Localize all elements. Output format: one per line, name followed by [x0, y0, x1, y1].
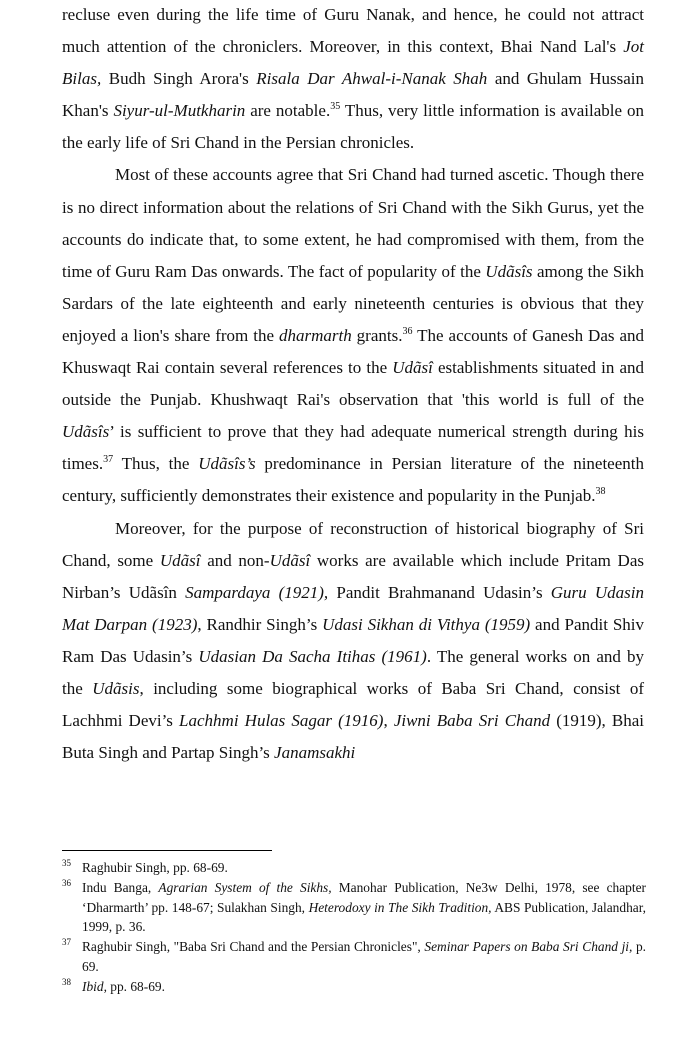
- text-run: ABS Publication, Jalandhar, 1999, p. 36.: [82, 899, 646, 934]
- footnote-text: [82, 937, 646, 976]
- footnote-ref: 38: [595, 486, 606, 498]
- italic-text: Udãsîs’s: [198, 454, 256, 474]
- text-run: , Randhir Singh’s: [197, 614, 323, 634]
- text-run: Most of these accounts agree that Sri Chand had turned ascetic. Though there is no direct information about the relations of Sri Chand with the Sikh Gurus, yet the accounts do indicate that, to some extent, he had compromised with them, from the time of Guru Ram Das onwards. The fact of popularity of the: [62, 165, 644, 281]
- paragraph-1: [62, 0, 644, 159]
- text-run: Budh Singh Arora's: [101, 69, 257, 89]
- footnote-text: [82, 878, 646, 937]
- footnote-ref: 35: [330, 101, 341, 113]
- text-run: Raghubir Singh, "Baba Sri Chand and the Persian Chronicles",: [82, 939, 425, 954]
- text-run: establishments situated in and outside the Punjab. Khushwaqt Rai's observation that 'this world is full of the: [62, 358, 644, 410]
- footnote-ref: 37: [103, 454, 114, 466]
- text-run: Manohar Publication, Ne3w Delhi, 1978, see chapter ‘Dharmarth’ pp. 148-67; Sulakhan Singh,: [82, 880, 646, 915]
- italic-text: Ibid: [82, 979, 104, 994]
- footnote-37: [62, 937, 646, 976]
- italic-text: Seminar Papers on Baba Sri Chand ji,: [424, 939, 633, 954]
- text-run: ’ is sufficient to prove that they had adequate numerical strength during his times.: [62, 422, 644, 474]
- footnote-number: 37: [62, 937, 71, 947]
- text-run: . The general works on and by the: [62, 646, 644, 698]
- text-run: Indu Banga,: [82, 880, 159, 895]
- italic-text: Risala Dar Ahwal-i-Nanak Shah: [256, 69, 488, 89]
- text-run: Thus, the: [113, 454, 199, 474]
- italic-text: Jiwni Baba Sri Chand: [393, 711, 551, 731]
- document-page: [62, 0, 644, 769]
- footnote-ref: 36: [402, 325, 413, 337]
- text-run: and Ghulam Hussain Khan's: [62, 69, 645, 121]
- text-run: are notable.: [245, 101, 331, 121]
- text-run: Thus, very little information is available on the early life of Sri Chand in the Persian chronicles.: [62, 101, 644, 153]
- text-run: (1919), Bhai Buta Singh and Partap Singh’s: [62, 711, 644, 763]
- footnote-number: 38: [62, 977, 71, 987]
- footnote-number: 36: [62, 878, 71, 888]
- footnote-38: [62, 977, 646, 997]
- italic-text: Heterodoxy in The Sikh Tradition,: [308, 899, 492, 915]
- text-run: and non-: [200, 550, 270, 570]
- italic-text: Jot Bilas,: [62, 37, 644, 89]
- text-run: among the Sikh Sardars of the late eighteenth and early nineteenth centuries is obvious that they enjoyed a lion's share from the: [62, 261, 644, 345]
- italic-text: Agrarian System of the Sikhs,: [158, 880, 332, 895]
- italic-text: Udãsî: [159, 550, 201, 570]
- paragraph-3: [62, 513, 644, 770]
- footnote-text: [82, 977, 646, 997]
- text-run: grants.: [351, 325, 403, 345]
- footnote-36: [62, 878, 646, 937]
- italic-text: Siyur-ul-Mutkharin: [113, 101, 246, 121]
- text-run: p. 69.: [82, 939, 647, 974]
- text-run: works are available which include Pritam Das Nirban’s Udãsîn: [62, 550, 644, 602]
- italic-text: Sampardaya (1921),: [185, 582, 329, 602]
- text-run: ,: [383, 711, 394, 731]
- italic-text: Udãsî: [392, 358, 433, 378]
- text-run: Pandit Brahmanand Udasin’s: [328, 582, 551, 602]
- italic-text: Udãsîs: [62, 422, 110, 442]
- footnote-separator: [62, 850, 272, 851]
- text-run: predominance in Persian literature of the nineteenth century, sufficiently demonstrates their existence and popularity in the Punjab.: [62, 454, 644, 506]
- text-run: Raghubir Singh, pp. 68-69.: [82, 860, 228, 875]
- text-run: The accounts of Ganesh Das and Khuswaqt Rai contain several references to the: [62, 325, 644, 378]
- italic-text: Udãsis: [92, 678, 140, 698]
- italic-text: Udãsî: [269, 550, 311, 570]
- text-run: Moreover, for the purpose of reconstruction of historical biography of Sri Chand, some: [62, 518, 644, 570]
- footnote-text: [82, 858, 646, 878]
- text-run: , including some biographical works of Baba Sri Chand, consist of Lachhmi Devi’s: [62, 678, 644, 731]
- text-run: and Pandit Shiv Ram Das Udasin’s: [62, 614, 644, 666]
- italic-text: Udãsîs: [485, 261, 533, 281]
- italic-text: Lachhmi Hulas Sagar (1916): [179, 711, 384, 731]
- italic-text: Udasian Da Sacha Itihas (1961): [198, 646, 427, 666]
- italic-text: Guru Udasin Mat Darpan (1923): [62, 582, 644, 634]
- text-run: , pp. 68-69.: [103, 979, 165, 994]
- italic-text: Janamsakhi: [274, 743, 356, 763]
- italic-text: Udasi Sikhan di Vithya (1959): [322, 614, 531, 634]
- italic-text: dharmarth: [278, 325, 352, 345]
- footnote-number: 35: [62, 858, 71, 868]
- footnote-35: [62, 858, 646, 878]
- text-run: recluse even during the life time of Guru Nanak, and hence, he could not attract much attention of the chroniclers. Moreover, in this context, Bhai Nand Lal's: [62, 5, 644, 57]
- paragraph-2: [62, 159, 644, 512]
